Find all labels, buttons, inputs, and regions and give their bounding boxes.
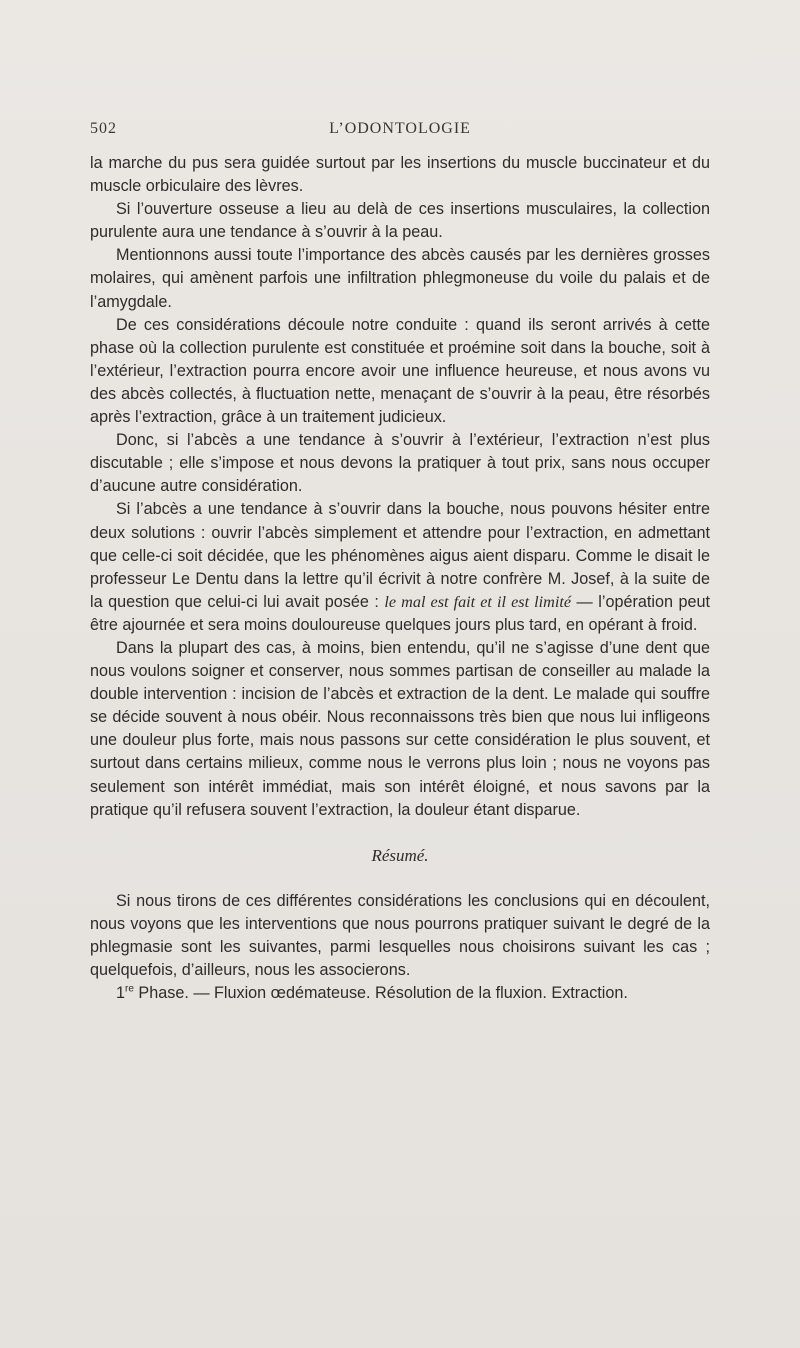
running-header <box>90 120 710 144</box>
paragraph-9 <box>90 982 710 1005</box>
paragraph-7: Dans la plupart des cas, à moins, bien entendu, qu’il ne s’agisse d’une dent que nous voulons soigner et conserver, nous sommes partisan de conseiller au malade la double intervention : incision de l’abcès et extraction de la dent. Le malade qui souffre se décide souvent à nous obéir. Nous reconnaissons très bien que nous lui infligeons une douleur plus forte, mais nous passons sur cette considération le plus souvent, et surtout dans certains milieux, comme nous le verrons plus loin ; nous ne voyons pas seulement son intérêt immédiat, mais son intérêt éloigné, et nous savons par la pratique qu’il refusera souvent l’extraction, la douleur étant disparue. <box>90 638 710 819</box>
paragraph-6-tail: — l’opération peut être ajournée et sera moins douloureuse quelques jours plus tard, en opérant à froid. <box>90 592 710 634</box>
paragraph-6-quote: le mal est fait et il est limité <box>384 592 572 611</box>
page-number: 502 <box>90 120 117 137</box>
paragraph-4: De ces considérations découle notre conduite : quand ils seront arrivés à cette phase où la collection purulente est constituée et proémine soit dans la bouche, soit à l’extérieur, l’extraction pourra encore avoir une influence heureuse, et nous avons vu des abcès collectés, à fluctuation nette, menaçant de s’ouvrir à la peau, être résorbés après l’extraction, grâce à un traitement judicieux. <box>90 315 710 427</box>
paragraph-6-text: Si l’abcès a une tendance à s’ouvrir dans la bouche, nous pouvons hésiter entre deux solutions : ouvrir l’abcès simplement et attendre pour l’extraction, en admettant que celle-ci soit décidée, que les phénomènes aigus aient disparu. Comme le disait le professeur Le Dentu dans la lettre qu’il écrivit à notre confrère M. Josef, à la suite de la question que celui-ci lui avait posée : <box>90 500 710 611</box>
running-title: L’ODONTOLOGIE <box>329 120 471 137</box>
paragraph-6 <box>90 498 710 637</box>
phase-text: Phase. — Fluxion œdémateuse. Résolution de la fluxion. Extraction. <box>133 984 628 1003</box>
phase-number: 1 <box>116 984 126 1003</box>
phase-ordinal-suffix: re <box>125 983 134 995</box>
paragraph-5: Donc, si l’abcès a une tendance à s’ouvrir à l’extérieur, l’extraction n’est plus discutable ; elle s’impose et nous devons la pratiquer à tout prix, sans nous occuper d’aucune autre considération. <box>90 431 710 496</box>
body-text <box>90 152 710 1005</box>
paragraph-1: la marche du pus sera guidée surtout par les insertions du muscle buccinateur et du muscle orbiculaire des lèvres. <box>90 154 710 196</box>
section-heading: Résumé. <box>371 845 429 865</box>
paragraph-8: Si nous tirons de ces différentes considérations les conclusions qui en découlent, nous voyons que les interventions que nous pourrons pratiquer suivant le degré de la phlegmasie sont les suivantes, parmi lesquelles nous choisirons suivant les cas ; quelquefois, d’ailleurs, nous les associerons. <box>90 891 710 979</box>
paragraph-3: Mentionnons aussi toute l’importance des abcès causés par les dernières grosses molaires, qui amènent parfois une infiltration phlegmoneuse du voile du palais et de l’amygdale. <box>90 246 710 311</box>
paragraph-2: Si l’ouverture osseuse a lieu au delà de ces insertions musculaires, la collection purulente aura une tendance à s’ouvrir à la peau. <box>90 200 710 242</box>
